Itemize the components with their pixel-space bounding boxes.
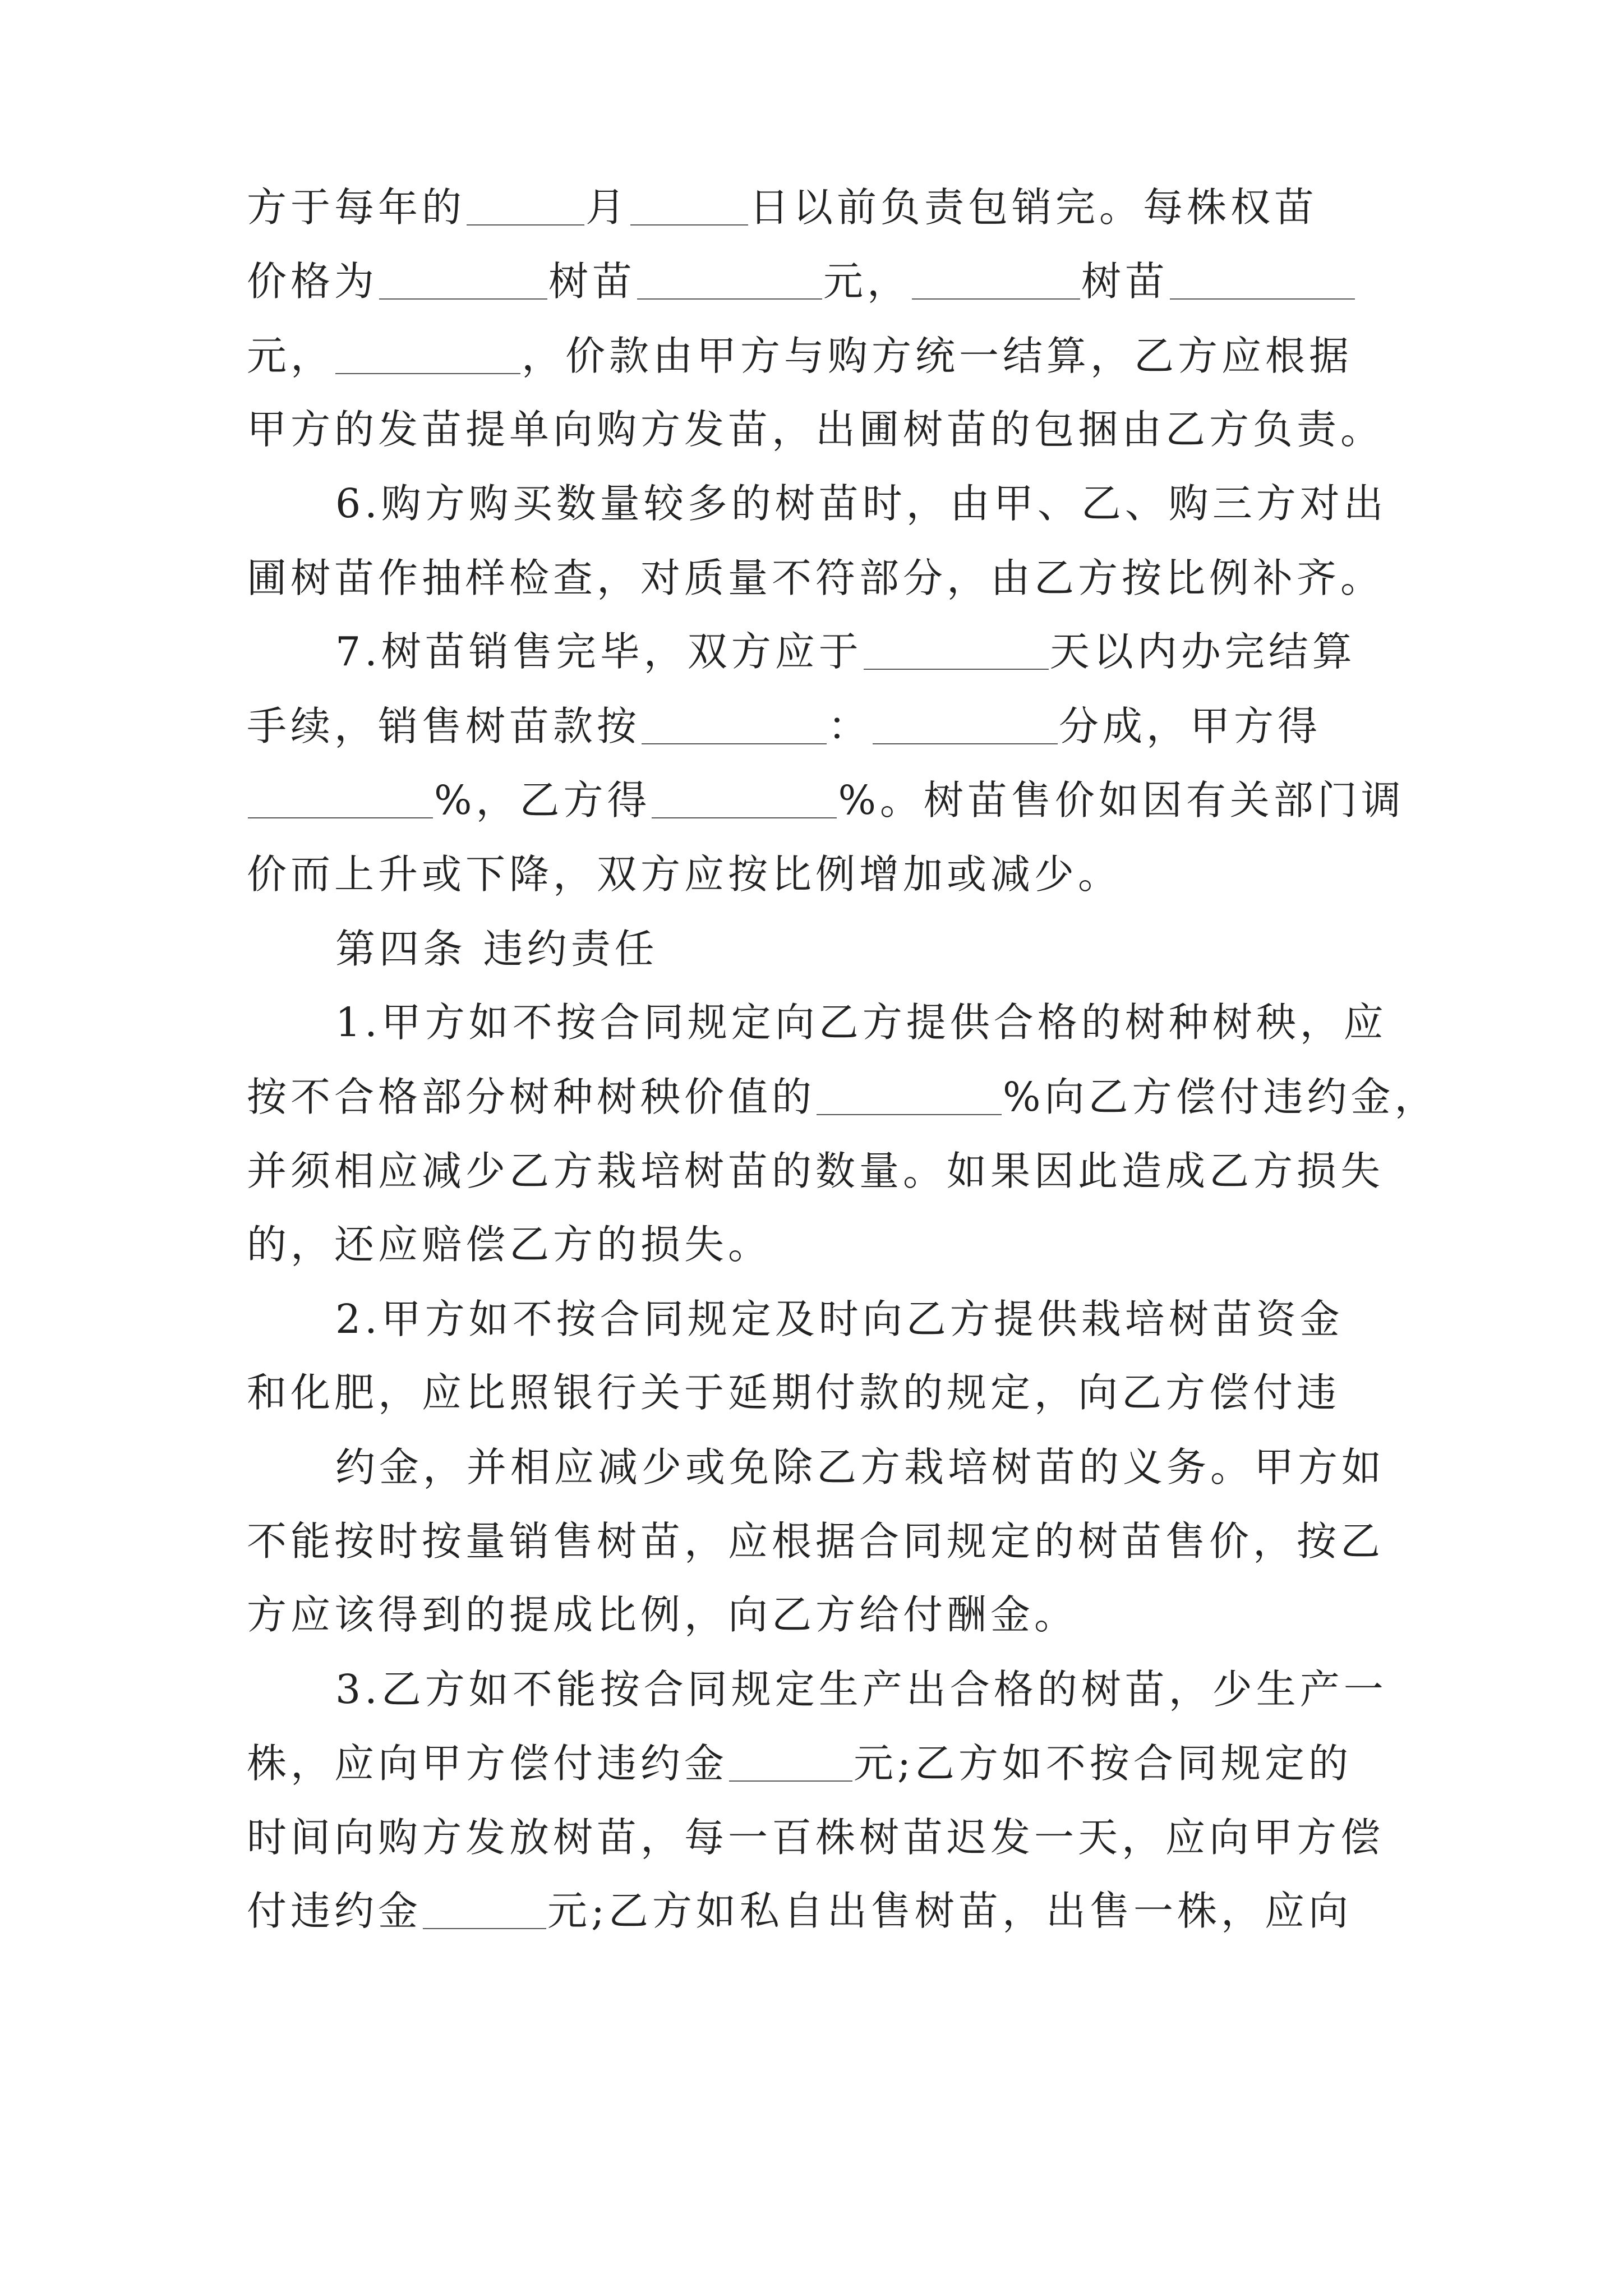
text-line — [335, 995, 1387, 1051]
text-run: 6.购方购买数量较多的树苗时，由甲、乙、购三方对出 — [335, 480, 1387, 527]
text-run: %。树苗售价如因有关部门调 — [838, 777, 1405, 823]
text-line — [335, 1439, 1385, 1496]
text-run: 元;乙方如不按合同规定的 — [854, 1740, 1352, 1787]
fill-in-blank — [379, 259, 547, 300]
text-line — [247, 846, 1122, 903]
text-line — [247, 1736, 1352, 1792]
text-line — [335, 624, 1356, 680]
text-run: 不能按时按量销售树苗，应根据合同规定的树苗售价，按乙 — [247, 1518, 1385, 1565]
text-run: 并须相应减少乙方栽培树苗的数量。如果因此造成乙方损失 — [247, 1148, 1385, 1194]
text-run: 元， — [823, 258, 911, 305]
text-run: 的，还应赔偿乙方的损失。 — [247, 1221, 772, 1268]
fill-in-blank — [642, 704, 827, 744]
fill-in-blank — [729, 1741, 852, 1782]
text-line — [247, 698, 1321, 754]
fill-in-blank — [630, 185, 748, 226]
fill-in-blank — [637, 259, 822, 300]
fill-in-blank — [817, 1075, 1002, 1115]
text-run: 时间向购方发放树苗，每一百株树苗迟发一天，应向甲方偿 — [247, 1814, 1385, 1861]
text-line — [247, 550, 1384, 606]
text-run: 付违约金 — [247, 1888, 422, 1934]
text-run: 约金，并相应减少或免除乙方栽培树苗的义务。甲方如 — [335, 1444, 1386, 1490]
fill-in-blank — [912, 259, 1080, 300]
text-line — [247, 1883, 1352, 1939]
text-run: 第四条 违约责任 — [335, 926, 658, 972]
text-run: 3.乙方如不能按合同规定生产出合格的树苗，少生产一 — [335, 1666, 1387, 1713]
text-run: 方应该得到的提成比例，向乙方给付酬金。 — [247, 1591, 1078, 1638]
text-line — [335, 476, 1387, 532]
text-run: 手续，销售树苗款按 — [247, 703, 641, 749]
text-run: ： — [828, 703, 872, 749]
text-run: 树苗 — [548, 258, 637, 305]
text-run: 分成，甲方得 — [1059, 703, 1322, 749]
fill-in-blank — [864, 629, 1049, 670]
text-run: 7.树苗销售完毕，双方应于 — [335, 628, 863, 675]
fill-in-blank — [1170, 259, 1355, 300]
text-line — [247, 1513, 1384, 1570]
fill-in-blank — [335, 334, 520, 374]
fill-in-blank — [423, 1889, 546, 1929]
text-run: 按不合格部分树种树秧价值的 — [247, 1074, 816, 1120]
text-line — [247, 402, 1384, 458]
text-run: 价而上升或下降，双方应按比例增加或减少。 — [247, 851, 1122, 898]
text-run: 1.甲方如不按合同规定向乙方提供合格的树种树秧，应 — [335, 999, 1387, 1046]
text-line — [247, 1587, 1078, 1643]
text-run: 2.甲方如不按合同规定及时向乙方提供栽培树苗资金 — [335, 1296, 1344, 1342]
text-line — [247, 254, 1356, 310]
text-line — [247, 1810, 1384, 1866]
text-run: ，价款由甲方与购方统一结算，乙方应根据 — [522, 333, 1353, 379]
text-line — [247, 1217, 772, 1273]
text-run: 圃树苗作抽样检查，对质量不符部分，由乙方按比例补齐。 — [247, 555, 1385, 601]
text-line — [247, 328, 1353, 384]
text-run: 和化肥，应比照银行关于延期付款的规定，向乙方偿付违 — [247, 1369, 1341, 1416]
text-line — [335, 1662, 1387, 1718]
text-line — [247, 180, 1318, 236]
text-run: 甲方的发苗提单向购方发苗，出圃树苗的包捆由乙方负责。 — [247, 406, 1385, 453]
text-line — [247, 1365, 1340, 1421]
text-run: 树苗 — [1081, 258, 1169, 305]
text-line — [335, 921, 658, 977]
fill-in-blank — [248, 778, 433, 818]
text-run: %向乙方偿付违约金， — [1003, 1074, 1438, 1120]
text-run: 价格为 — [247, 258, 379, 305]
text-run: 天以内办完结算 — [1049, 628, 1356, 675]
fill-in-blank — [467, 185, 584, 226]
text-run: 株，应向甲方偿付违约金 — [247, 1740, 728, 1787]
text-run: 元;乙方如私自出售树苗，出售一株，应向 — [547, 1888, 1352, 1934]
fill-in-blank — [873, 704, 1058, 744]
fill-in-blank — [652, 778, 837, 818]
text-line — [335, 1291, 1344, 1347]
text-line — [247, 772, 1405, 829]
text-run: 日以前负责包销完。每株权苗 — [749, 184, 1318, 231]
text-line — [247, 1143, 1384, 1199]
text-run: %，乙方得 — [434, 777, 651, 823]
text-line — [247, 1069, 1438, 1125]
text-run: 元， — [247, 333, 335, 379]
text-run: 方于每年的 — [247, 184, 466, 231]
text-run: 月 — [585, 184, 630, 231]
